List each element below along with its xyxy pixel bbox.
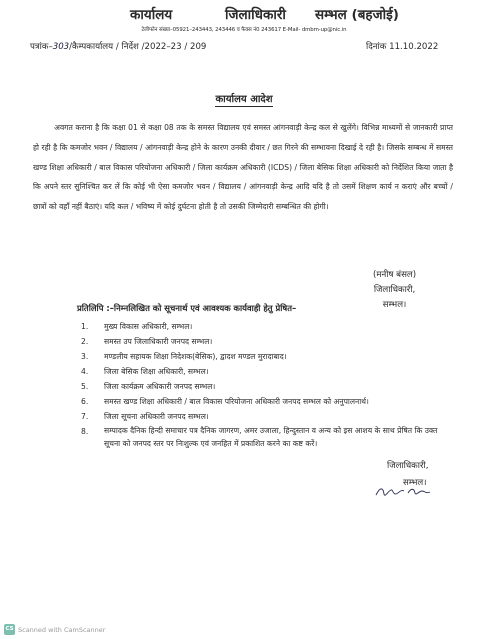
list-item: 8. सम्पादक दैनिक हिन्दी समाचार पत्र दैनिक जागरण, अमर उजाला, हिन्दुस्तान व अन्य को इस आशय के साथ प्रेषित कि उक्त सूचना को जनपद स्तर पर निःशुल्क एवं जनहित में प्रकाशित करने का कष्ट करें। xyxy=(81,426,438,448)
closing-signatory-block xyxy=(387,459,428,474)
closing-place: सम्भल। xyxy=(403,478,427,488)
list-item: 2. समस्त उप जिलाधिकारी जनपद सम्भल। xyxy=(81,337,213,346)
reference-number xyxy=(30,40,206,52)
signatory-block xyxy=(373,268,416,313)
header-dm-word: जिलाधिकारी xyxy=(225,7,286,23)
scanner-watermark xyxy=(4,624,105,635)
signatory-place: सम्भल। xyxy=(382,300,407,310)
date-value: 11.10.2022 xyxy=(389,42,439,52)
copy-heading: प्रतिलिपि :–निम्नलिखित को सूचनार्थ एवं आवश्यक कार्यवाही हेतु प्रेषित– xyxy=(77,303,297,313)
patrank-label: पत्रांक– xyxy=(30,42,53,52)
closing-designation: जिलाधिकारी, xyxy=(387,461,429,471)
copy-list xyxy=(81,319,453,450)
patrank-rest: /कैम्पकार्यालय / निर्देश /2022–23 / 209 xyxy=(69,42,207,52)
list-item: 4. जिला बेसिक शिक्षा अधिकारी, सम्भल। xyxy=(81,367,209,376)
order-heading xyxy=(0,87,488,107)
order-title: कार्यालय आदेश xyxy=(215,91,272,107)
list-item: 7. जिला सूचना अधिकारी जनपद सम्भल। xyxy=(81,412,209,421)
signatory-name: (मनीष बंसल) xyxy=(373,270,417,280)
header-district-word: सम्भल (बहजोई) xyxy=(315,7,399,23)
camscanner-logo-icon: CS xyxy=(4,624,15,635)
closing-place-block xyxy=(403,476,427,491)
header-office-word: कार्यालय xyxy=(130,7,173,23)
letterhead-contact: टेलीफोन संख्या–05921–243443, 243446 व फैक्स नं0 243617 E-Mail- dmbm-up@nic.in xyxy=(141,27,347,33)
patrank-handwritten-number: 303 xyxy=(52,42,70,52)
order-body: अवगत कराना है कि कक्षा 01 से कक्षा 08 तक के समस्त विद्यालय एवं समस्त आंगनवाड़ी केन्द्र कल से खुलेंगे। विभिन्न माध्यमों से जानकारी प्राप्त हो रही है कि कमजोर भवन / विद्यालय / आंगनवाड़ी केन्द्र होने के कारण उनकी दीवार / छत गिरने की सम्भावना दिखाई दे रही है। जिसके सम्बन्ध में समस्त खण्ड शिक्षा अधिकारी / बाल विकास परियोजना अधिकारी / जिला कार्यक्रम अधिकारी (ICDS) / जिला बेसिक शिक्षा अधिकारी को निर्देशित किया जाता है कि अपने स्तर सुनिश्चित कर लें कि कोई भी ऐसा कमजोर भवन / विद्यालय / आंगनवाड़ी केन्द्र आदि यदि है तो उसमें शिक्षण कार्य न कराएं और बच्चों / छात्रों को वहाँ नहीं बैठाएं। यदि कल / भविष्य में कोई दुर्घटना होती है तो उसकी जिम्मेदारी सम्बन्धित की होगी। xyxy=(33,123,456,212)
date-label: दिनांक xyxy=(366,42,387,52)
signatory-designation: जिलाधिकारी, xyxy=(373,285,416,295)
list-item: 6. समस्त खण्ड शिक्षा अधिकारी / बाल विकास परियोजना अधिकारी जनपद सम्भल को अनुपालनार्थ। xyxy=(81,397,369,406)
list-item: 3. मण्डलीय सहायक शिक्षा निदेशक(बेसिक), द्वादश मण्डल मुरादाबाद। xyxy=(81,352,287,361)
list-item: 5. जिला कार्यक्रम अधिकारी जनपद सम्भल। xyxy=(81,382,216,391)
watermark-text: Scanned with CamScanner xyxy=(18,625,106,634)
reference-date xyxy=(366,40,438,52)
list-item: 1. मुख्य विकास अधिकारी, सम्भल। xyxy=(81,322,193,331)
